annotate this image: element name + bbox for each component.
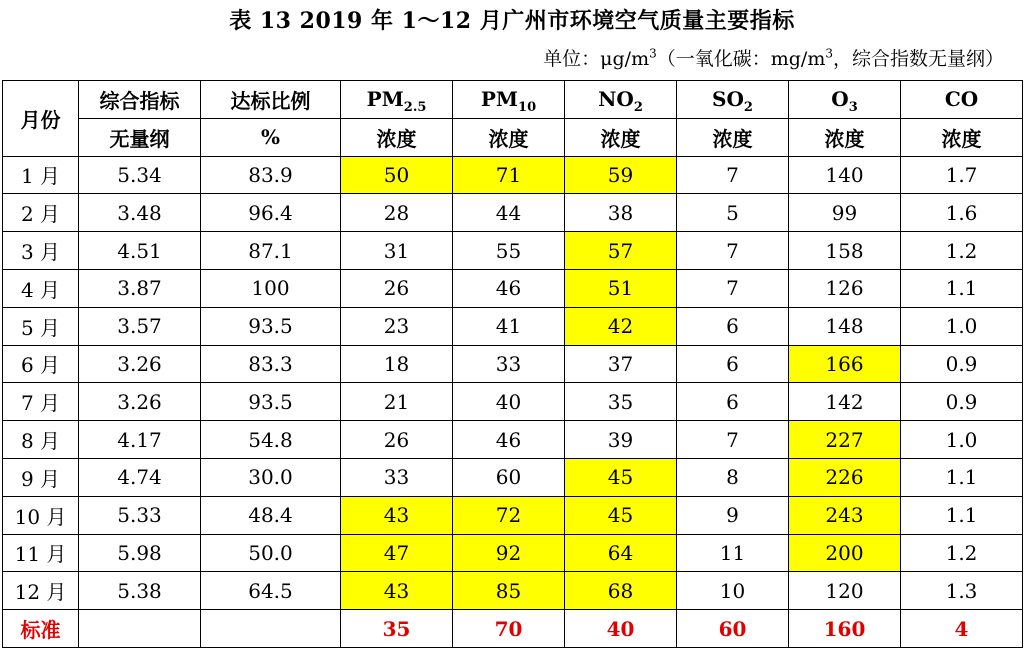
value-cell: 0.9 <box>901 383 1023 421</box>
header-row-1 <box>3 81 1023 119</box>
value-cell: 99 <box>789 194 901 232</box>
value-cell: 1.7 <box>901 156 1023 194</box>
value-cell: 6 <box>677 383 789 421</box>
header-month: 月份 <box>3 81 79 157</box>
value-cell: 31 <box>341 232 453 270</box>
value-cell: 4.74 <box>79 458 201 496</box>
value-cell: 41 <box>453 307 565 345</box>
table-row <box>3 496 1023 534</box>
header-co: CO <box>901 81 1023 119</box>
value-cell: 83.3 <box>201 345 341 383</box>
value-cell: 1.2 <box>901 534 1023 572</box>
value-cell: 43 <box>341 496 453 534</box>
table-row <box>3 383 1023 421</box>
header-conc-pm25: 浓度 <box>341 118 453 156</box>
value-cell: 72 <box>453 496 565 534</box>
standard-cell: 35 <box>341 610 453 648</box>
value-cell: 6 <box>677 307 789 345</box>
value-cell: 37 <box>565 345 677 383</box>
header-ratio-unit: % <box>201 118 341 156</box>
value-cell: 11 <box>677 534 789 572</box>
value-cell: 64 <box>565 534 677 572</box>
value-cell: 43 <box>341 572 453 610</box>
value-cell: 48.4 <box>201 496 341 534</box>
month-cell: 1 月 <box>3 156 79 194</box>
month-cell: 8 月 <box>3 421 79 459</box>
value-cell: 1.0 <box>901 421 1023 459</box>
table-row <box>3 269 1023 307</box>
value-cell: 5.38 <box>79 572 201 610</box>
header-conc-no2: 浓度 <box>565 118 677 156</box>
value-cell: 1.3 <box>901 572 1023 610</box>
header-row-2 <box>3 118 1023 156</box>
value-cell: 60 <box>453 458 565 496</box>
header-no2: $NO_2$ <box>565 81 677 119</box>
value-cell: 26 <box>341 421 453 459</box>
standard-cell: 160 <box>789 610 901 648</box>
month-cell: 11 月 <box>3 534 79 572</box>
month-cell: 10 月 <box>3 496 79 534</box>
unit-note: 单位：$\mu g/m^3$（一氧化碳：$mg/m^3$，综合指数无量纲） <box>543 46 1004 70</box>
value-cell: 0.9 <box>901 345 1023 383</box>
value-cell: 50 <box>341 156 453 194</box>
value-cell: 33 <box>341 458 453 496</box>
value-cell: 45 <box>565 458 677 496</box>
value-cell: 3.26 <box>79 383 201 421</box>
value-cell: 39 <box>565 421 677 459</box>
value-cell: 50.0 <box>201 534 341 572</box>
value-cell: 35 <box>565 383 677 421</box>
value-cell: 226 <box>789 458 901 496</box>
value-cell: 7 <box>677 232 789 270</box>
value-cell: 148 <box>789 307 901 345</box>
value-cell: 120 <box>789 572 901 610</box>
standard-label: 标准 <box>3 610 79 648</box>
value-cell: 10 <box>677 572 789 610</box>
value-cell: 23 <box>341 307 453 345</box>
value-cell: 7 <box>677 421 789 459</box>
value-cell: 42 <box>565 307 677 345</box>
table-row <box>3 421 1023 459</box>
value-cell: 5.34 <box>79 156 201 194</box>
month-cell: 5 月 <box>3 307 79 345</box>
value-cell: 40 <box>453 383 565 421</box>
standard-cell: 4 <box>901 610 1023 648</box>
value-cell: 7 <box>677 156 789 194</box>
header-so2: $SO_2$ <box>677 81 789 119</box>
value-cell: 140 <box>789 156 901 194</box>
header-composite-unit: 无量纲 <box>79 118 201 156</box>
value-cell: 51 <box>565 269 677 307</box>
value-cell: 71 <box>453 156 565 194</box>
value-cell: 100 <box>201 269 341 307</box>
header-pm10: $PM_{10}$ <box>453 81 565 119</box>
value-cell: 4.51 <box>79 232 201 270</box>
value-cell: 85 <box>453 572 565 610</box>
value-cell: 33 <box>453 345 565 383</box>
value-cell: 158 <box>789 232 901 270</box>
table-row <box>3 534 1023 572</box>
value-cell: 38 <box>565 194 677 232</box>
value-cell: 6 <box>677 345 789 383</box>
value-cell: 5 <box>677 194 789 232</box>
table-row <box>3 232 1023 270</box>
value-cell: 3.87 <box>79 269 201 307</box>
value-cell: 166 <box>789 345 901 383</box>
table-row <box>3 458 1023 496</box>
value-cell: 9 <box>677 496 789 534</box>
month-cell: 4 月 <box>3 269 79 307</box>
value-cell: 142 <box>789 383 901 421</box>
value-cell: 44 <box>453 194 565 232</box>
value-cell: 8 <box>677 458 789 496</box>
value-cell: 54.8 <box>201 421 341 459</box>
table-row <box>3 156 1023 194</box>
value-cell: 59 <box>565 156 677 194</box>
value-cell: 243 <box>789 496 901 534</box>
value-cell: 3.26 <box>79 345 201 383</box>
header-conc-so2: 浓度 <box>677 118 789 156</box>
table-row <box>3 194 1023 232</box>
header-pm25: $PM_{2.5}$ <box>341 81 453 119</box>
value-cell: 30.0 <box>201 458 341 496</box>
value-cell: 57 <box>565 232 677 270</box>
value-cell: 126 <box>789 269 901 307</box>
standard-cell <box>79 610 201 648</box>
value-cell: 64.5 <box>201 572 341 610</box>
header-ratio: 达标比例 <box>201 81 341 119</box>
month-cell: 12 月 <box>3 572 79 610</box>
value-cell: 1.6 <box>901 194 1023 232</box>
value-cell: 93.5 <box>201 307 341 345</box>
table-title: 表 13 2019 年 1～12 月广州市环境空气质量主要指标 <box>229 8 795 34</box>
standard-cell: 60 <box>677 610 789 648</box>
value-cell: 7 <box>677 269 789 307</box>
value-cell: 26 <box>341 269 453 307</box>
value-cell: 45 <box>565 496 677 534</box>
value-cell: 200 <box>789 534 901 572</box>
air-quality-table <box>2 80 1023 648</box>
table-row <box>3 345 1023 383</box>
month-cell: 2 月 <box>3 194 79 232</box>
standard-cell: 70 <box>453 610 565 648</box>
value-cell: 1.1 <box>901 496 1023 534</box>
value-cell: 93.5 <box>201 383 341 421</box>
table-row <box>3 307 1023 345</box>
value-cell: 28 <box>341 194 453 232</box>
value-cell: 1.1 <box>901 458 1023 496</box>
value-cell: 1.2 <box>901 232 1023 270</box>
month-cell: 3 月 <box>3 232 79 270</box>
value-cell: 68 <box>565 572 677 610</box>
month-cell: 6 月 <box>3 345 79 383</box>
value-cell: 1.1 <box>901 269 1023 307</box>
value-cell: 46 <box>453 269 565 307</box>
value-cell: 3.48 <box>79 194 201 232</box>
standard-cell: 40 <box>565 610 677 648</box>
header-conc-o3: 浓度 <box>789 118 901 156</box>
value-cell: 55 <box>453 232 565 270</box>
value-cell: 3.57 <box>79 307 201 345</box>
table-row <box>3 572 1023 610</box>
month-cell: 9 月 <box>3 458 79 496</box>
value-cell: 46 <box>453 421 565 459</box>
month-cell: 7 月 <box>3 383 79 421</box>
standard-row <box>3 610 1023 648</box>
value-cell: 18 <box>341 345 453 383</box>
value-cell: 96.4 <box>201 194 341 232</box>
value-cell: 21 <box>341 383 453 421</box>
value-cell: 47 <box>341 534 453 572</box>
value-cell: 5.98 <box>79 534 201 572</box>
standard-cell <box>201 610 341 648</box>
value-cell: 92 <box>453 534 565 572</box>
header-conc-pm10: 浓度 <box>453 118 565 156</box>
header-composite: 综合指标 <box>79 81 201 119</box>
table-body <box>3 156 1023 610</box>
value-cell: 87.1 <box>201 232 341 270</box>
value-cell: 83.9 <box>201 156 341 194</box>
value-cell: 1.0 <box>901 307 1023 345</box>
value-cell: 4.17 <box>79 421 201 459</box>
value-cell: 227 <box>789 421 901 459</box>
value-cell: 5.33 <box>79 496 201 534</box>
header-conc-co: 浓度 <box>901 118 1023 156</box>
header-o3: $O_3$ <box>789 81 901 119</box>
